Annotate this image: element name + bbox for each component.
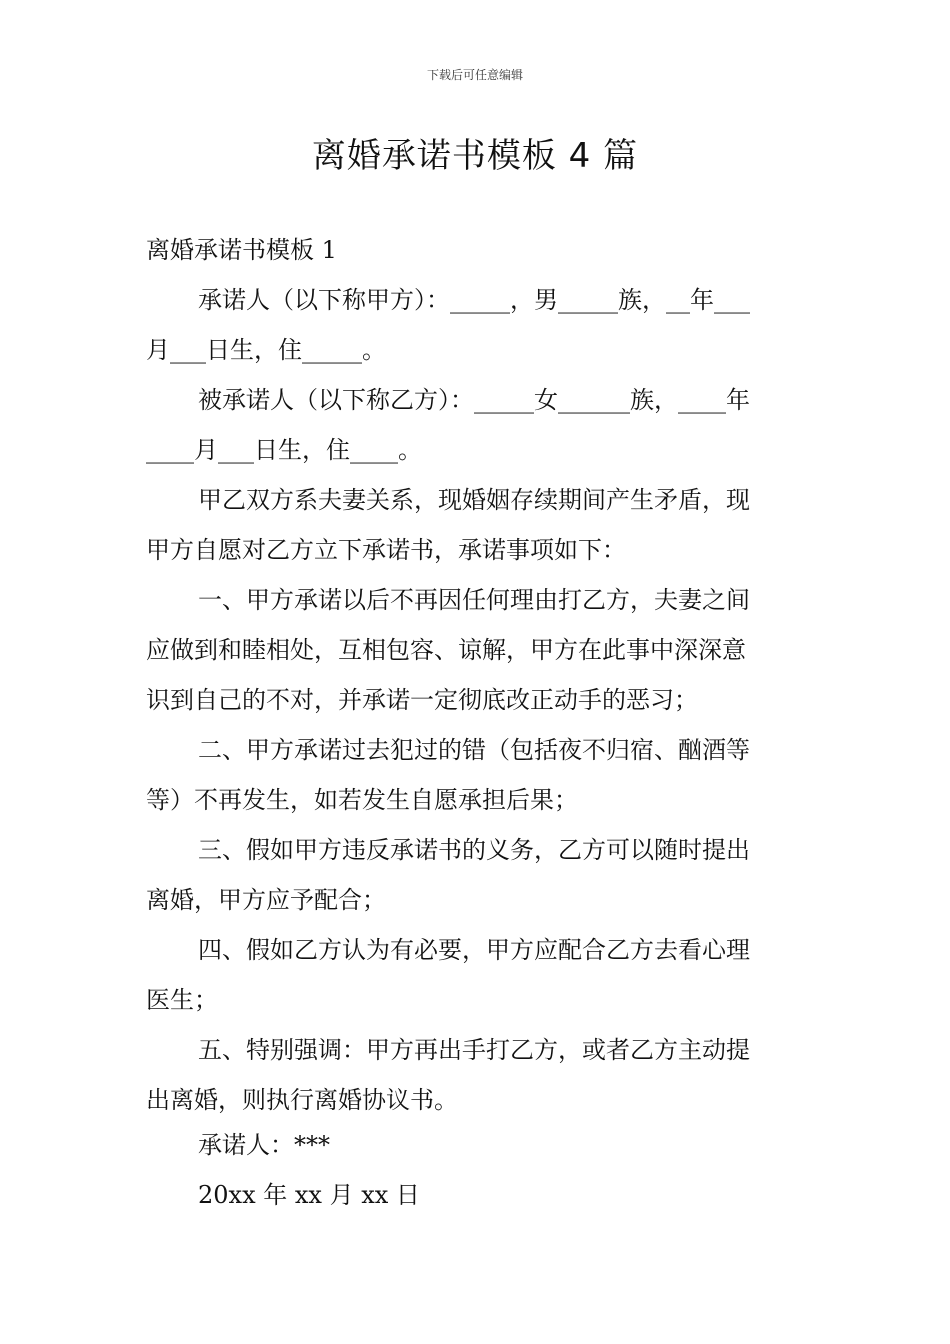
paragraph-line: 甲乙双方系夫妻关系，现婚姻存续期间产生矛盾，现: [198, 486, 750, 514]
paragraph-line: 出离婚，则执行离婚协议书。: [146, 1086, 458, 1114]
paragraph-line: 四、假如乙方认为有必要，甲方应配合乙方去看心理: [198, 936, 750, 964]
signature-line: 承诺人：***: [198, 1131, 330, 1159]
date-line: 20xx 年 xx 月 xx 日: [198, 1181, 420, 1209]
paragraph-line: 医生；: [146, 986, 218, 1014]
paragraph-line: 被承诺人（以下称乙方）：_____女______族，____年: [198, 386, 750, 414]
paragraph-line: 承诺人（以下称甲方）：_____，男_____族，__年___: [198, 286, 750, 314]
section-heading: 离婚承诺书模板 1: [146, 236, 337, 264]
paragraph-line: 识到自己的不对，并承诺一定彻底改正动手的恶习；: [146, 686, 698, 714]
document-title: 离婚承诺书模板 4 篇: [311, 136, 639, 176]
paragraph-line: 离婚，甲方应予配合；: [146, 886, 386, 914]
paragraph-line: 月___日生，住_____。: [146, 336, 386, 364]
paragraph-line: 应做到和睦相处，互相包容、谅解，甲方在此事中深深意: [146, 636, 746, 664]
paragraph-line: 三、假如甲方违反承诺书的义务，乙方可以随时提出: [198, 836, 750, 864]
paragraph-line: 等）不再发生，如若发生自愿承担后果；: [146, 786, 578, 814]
paragraph-line: ____月___日生，住____。: [146, 436, 422, 464]
header-note: 下载后可任意编辑: [426, 68, 523, 82]
paragraph-line: 一、甲方承诺以后不再因任何理由打乙方，夫妻之间: [198, 586, 750, 614]
paragraph-line: 甲方自愿对乙方立下承诺书，承诺事项如下：: [146, 536, 626, 564]
paragraph-line: 五、特别强调：甲方再出手打乙方，或者乙方主动提: [198, 1036, 750, 1064]
paragraph-line: 二、甲方承诺过去犯过的错（包括夜不归宿、酗酒等: [198, 736, 750, 764]
